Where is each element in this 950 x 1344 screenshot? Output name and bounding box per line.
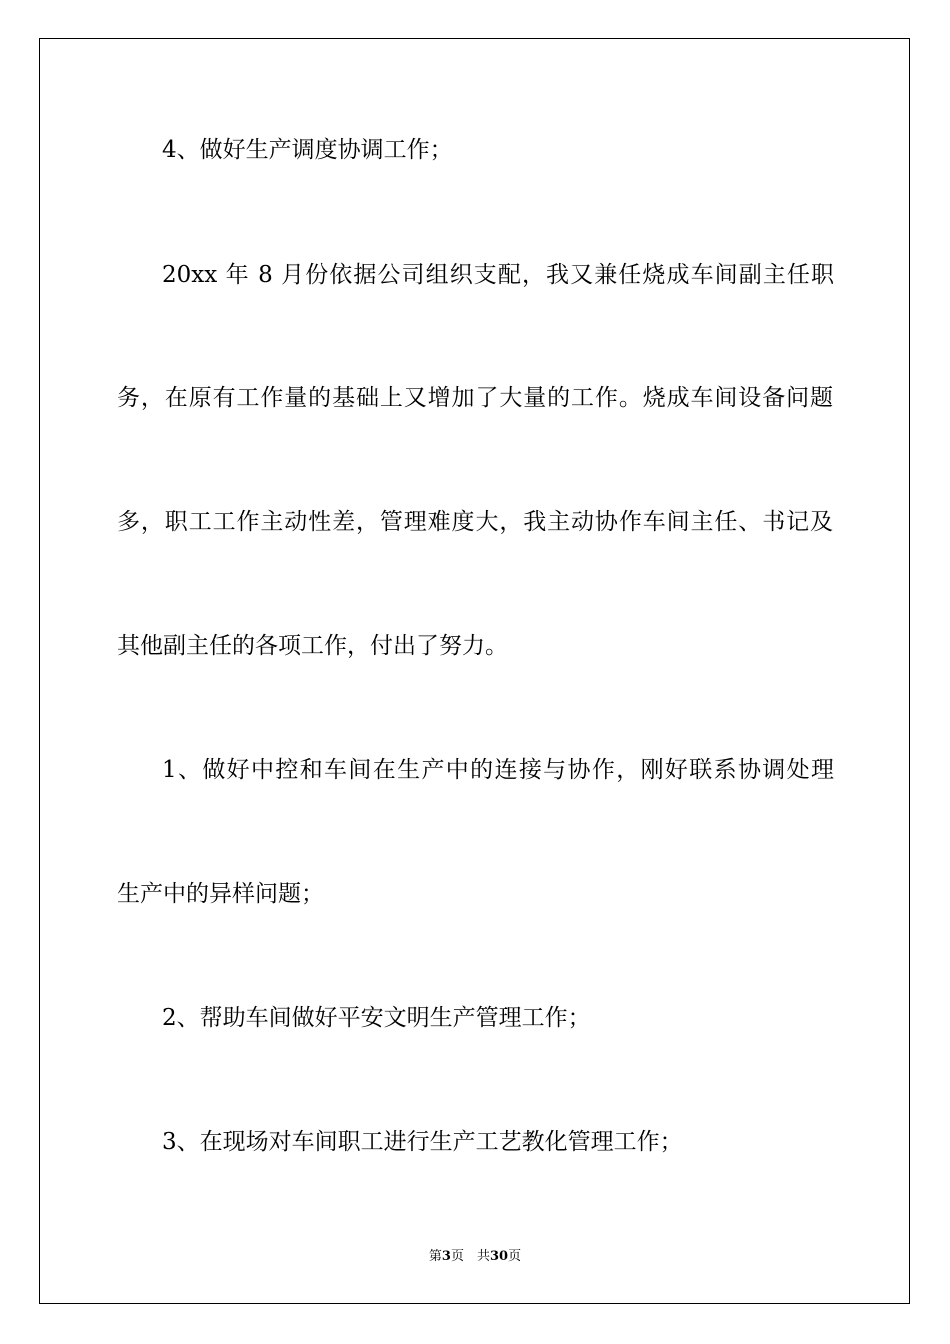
paragraph-line-4: 多，职工工作主动性差，管理难度大，我主动协作车间主任、书记及 [117, 509, 833, 535]
paragraph-line-7: 生产中的异样问题； [117, 881, 324, 907]
page-footer [0, 1248, 950, 1266]
footer-page-total: 30 [489, 1249, 509, 1264]
paragraph-line-6: 1、做好中控和车间在生产中的连接与协作，刚好联系协调处理 [162, 757, 834, 783]
footer-page-current: 3 [441, 1249, 451, 1264]
paragraph-line-9: 3、在现场对车间职工进行生产工艺教化管理工作； [162, 1129, 683, 1155]
paragraph-line-3: 务，在原有工作量的基础上又增加了大量的工作。烧成车间设备问题 [117, 385, 833, 411]
paragraph-line-8: 2、帮助车间做好平安文明生产管理工作； [162, 1005, 591, 1031]
footer-page-mid: 页 共 [450, 1249, 490, 1264]
paragraph-line-2: 20xx 年 8 月份依据公司组织支配，我又兼任烧成车间副主任职 [162, 262, 834, 288]
paragraph-line-5: 其他副主任的各项工作，付出了努力。 [117, 633, 508, 659]
footer-page-suffix: 页 [508, 1249, 522, 1264]
paragraph-line-1: 4、做好生产调度协调工作； [162, 137, 453, 163]
footer-page-prefix: 第 [428, 1249, 442, 1264]
page-border [39, 38, 910, 1304]
